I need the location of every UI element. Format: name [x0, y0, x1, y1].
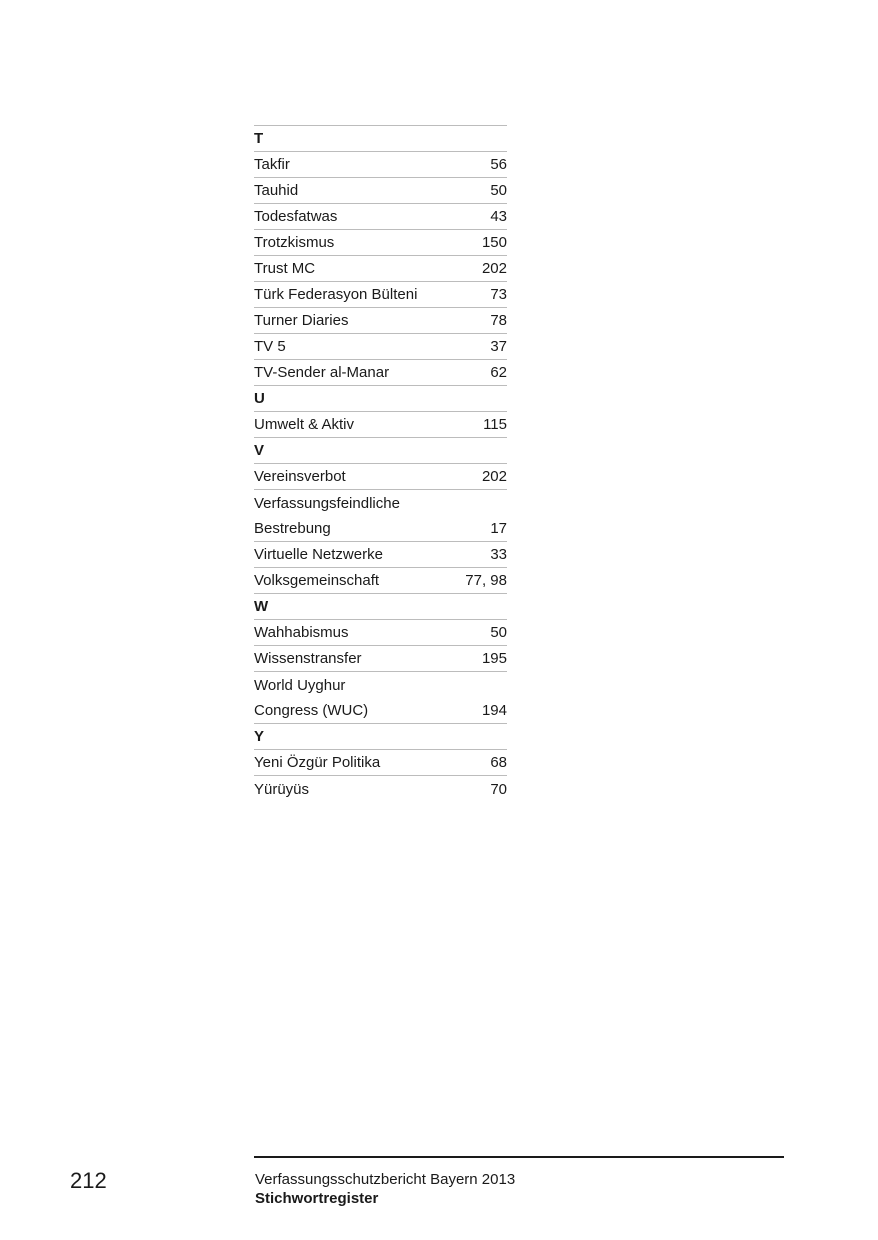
entry-page-numbers: 43 — [490, 208, 507, 225]
index-entry — [254, 282, 507, 308]
letter-heading — [254, 386, 507, 412]
entry-page-numbers: 62 — [490, 364, 507, 381]
entry-term: Virtuelle Netzwerke — [254, 546, 383, 563]
entry-term: Umwelt & Aktiv — [254, 416, 355, 433]
entry-term: Turner Diaries — [254, 312, 349, 329]
letter-heading-text: V — [254, 442, 265, 459]
index-entry — [254, 308, 507, 334]
entry-term: Yeni Özgür Politika — [254, 754, 381, 771]
entry-term: Yürüyüs — [254, 780, 310, 798]
letter-heading-text: Y — [254, 728, 265, 745]
index-entry — [254, 256, 507, 282]
index-entry — [254, 412, 507, 438]
entry-term: Verfassungsfeindliche — [254, 494, 400, 512]
entry-page-numbers: 37 — [490, 338, 507, 355]
index-entry — [254, 334, 507, 360]
report-title: Verfassungsschutzbericht Bayern 2013 — [255, 1171, 516, 1188]
entry-page-numbers: 78 — [490, 312, 507, 329]
entry-term: Todesfatwas — [254, 208, 338, 225]
page-number: 212 — [70, 1168, 107, 1193]
entry-term: Tauhid — [254, 182, 299, 199]
entry-page-numbers: 70 — [490, 780, 507, 798]
letter-heading-text: T — [254, 130, 264, 147]
entry-term: Trust MC — [254, 260, 316, 277]
entry-term: Türk Federasyon Bülteni — [254, 286, 418, 303]
index-entry — [254, 204, 507, 230]
entry-term: World Uyghur — [254, 676, 346, 694]
index-entry — [254, 178, 507, 204]
entry-page-numbers: 73 — [490, 286, 507, 303]
entry-page-numbers: 68 — [490, 754, 507, 771]
entry-term: TV 5 — [254, 338, 286, 355]
entry-term: Takfir — [254, 156, 290, 173]
entry-term: Volksgemeinschaft — [254, 572, 380, 589]
index-entry — [254, 464, 507, 490]
letter-heading — [254, 126, 507, 152]
index-entry — [254, 646, 507, 672]
index-entry-continuation — [254, 698, 507, 724]
entry-page-numbers: 202 — [481, 260, 507, 277]
entry-page-numbers: 195 — [481, 650, 507, 667]
letter-heading-text: W — [254, 598, 269, 615]
entry-page-numbers: 115 — [483, 416, 507, 433]
letter-heading — [254, 594, 507, 620]
index-entry — [254, 542, 507, 568]
section-title: Stichwortregister — [255, 1190, 379, 1207]
entry-page-numbers: 17 — [490, 520, 507, 537]
entry-page-numbers: 50 — [490, 182, 507, 199]
entry-term: Wahhabismus — [254, 624, 349, 641]
entry-page-numbers: 77, 98 — [465, 572, 507, 589]
entry-term: Trotzkismus — [254, 234, 335, 251]
entry-term-continuation: Congress (WUC) — [254, 702, 369, 719]
letter-heading — [254, 438, 507, 464]
entry-page-numbers: 150 — [481, 234, 507, 251]
index-list — [254, 125, 507, 802]
entry-term-continuation: Bestrebung — [254, 520, 331, 537]
entry-page-numbers: 50 — [490, 624, 507, 641]
entry-page-numbers: 33 — [490, 546, 507, 563]
entry-term: TV-Sender al-Manar — [254, 364, 390, 381]
index-entry-continuation — [254, 516, 507, 542]
entry-term: Vereinsverbot — [254, 468, 346, 485]
index-entry — [254, 620, 507, 646]
letter-heading — [254, 724, 507, 750]
index-entry — [254, 490, 507, 516]
index-entry — [254, 152, 507, 178]
index-entry — [254, 230, 507, 256]
index-entry — [254, 568, 507, 594]
entry-page-numbers: 56 — [490, 156, 507, 173]
entry-term: Wissenstransfer — [254, 650, 362, 667]
index-entry — [254, 360, 507, 386]
letter-heading-text: U — [254, 390, 265, 407]
index-entry — [254, 776, 507, 802]
index-entry — [254, 750, 507, 776]
entry-page-numbers: 202 — [481, 468, 507, 485]
index-entry — [254, 672, 507, 698]
footer-divider — [254, 1156, 784, 1158]
entry-page-numbers: 194 — [481, 702, 507, 719]
